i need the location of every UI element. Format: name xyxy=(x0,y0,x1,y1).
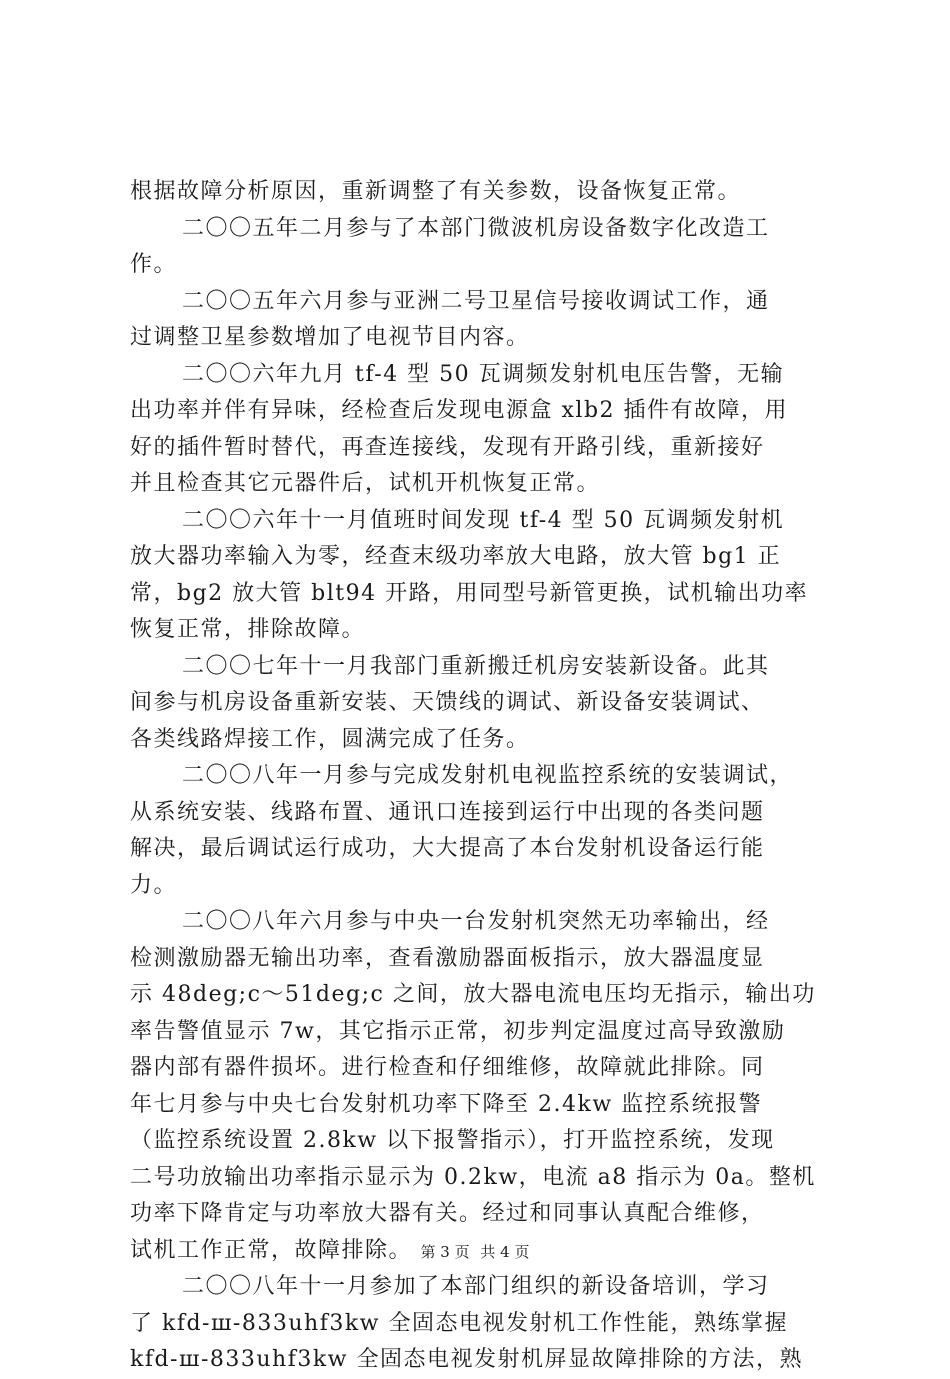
text-line: 了 kfd-ш-833uhf3kw 全固态电视发射机工作性能，熟练掌握 xyxy=(130,1310,788,1336)
text-line: 示 48deg;c～51deg;c 之间，放大器电流电压均无指示，输出功 xyxy=(130,982,816,1007)
text-line: kfd-ш-833uhf3kw 全固态电视发射机屏显故障排除的方法，熟 xyxy=(130,1347,804,1372)
text-line: 二〇〇六年九月 tf-4 型 50 瓦调频发射机电压告警，无输 xyxy=(182,361,785,387)
page-footer xyxy=(0,1241,950,1262)
text-line: 各类线路焊接工作，圆满完成了任务。 xyxy=(130,726,530,752)
text-line: 常，bg2 放大管 blt94 开路，用同型号新管更换，试机输出功率 xyxy=(130,580,809,606)
text-line: 二〇〇五年六月参与亚洲二号卫星信号接收调试工作，通 xyxy=(182,288,770,314)
text-line: 恢复正常，排除故障。 xyxy=(130,617,366,642)
text-line: 二〇〇八年十一月参加了本部门组织的新设备培训，学习 xyxy=(182,1274,770,1299)
text-line: （监控系统设置 2.8kw 以下报警指示），打开监控系统，发现 xyxy=(130,1128,775,1153)
text-line: 放大器功率输入为零，经查末级功率放大电路，放大管 bg1 正 xyxy=(130,544,782,569)
text-line: 出功率并伴有异味，经检查后发现电源盒 xlb2 插件有故障，用 xyxy=(130,398,789,423)
text-line: 作。 xyxy=(130,252,178,277)
text-line: 间参与机房设备重新安装、天馈线的调试、新设备安装调试、 xyxy=(130,690,765,715)
page-total: 共 4 页 xyxy=(480,1243,530,1261)
text-line: 二号功放输出功率指示显示为 0.2kw，电流 a8 指示为 0a。整机 xyxy=(130,1164,816,1190)
text-line: 过调整卫星参数增加了电视节目内容。 xyxy=(130,325,530,350)
text-line: 根据故障分析原因，重新调整了有关参数，设备恢复正常。 xyxy=(130,179,742,204)
text-line: 检测激励器无输出功率，查看激励器面板指示，放大器温度显 xyxy=(130,945,765,971)
document-body xyxy=(130,174,830,1379)
text-line: 二〇〇五年二月参与了本部门微波机房设备数字化改造工 xyxy=(182,215,770,241)
text-line: 从系统安装、线路布置、通讯口连接到运行中出现的各类问题 xyxy=(130,799,765,825)
text-line: 解决，最后调试运行成功，大大提高了本台发射机设备运行能 xyxy=(130,836,765,861)
text-line: 二〇〇八年一月参与完成发射机电视监控系统的安装调试， xyxy=(182,763,794,788)
text-line: 二〇〇七年十一月我部门重新搬迁机房安装新设备。此其 xyxy=(182,653,770,679)
text-line: 力。 xyxy=(130,872,178,898)
text-line: 并且检查其它元器件后，试机开机恢复正常。 xyxy=(130,471,601,496)
text-line: 器内部有器件损坏。进行检查和仔细维修，故障就此排除。同 xyxy=(130,1055,765,1080)
text-line: 年七月参与中央七台发射机功率下降至 2.4kw 监控系统报警 xyxy=(130,1091,763,1117)
text-line: 好的插件暂时替代，再查连接线，发现有开路引线，重新接好 xyxy=(130,434,765,460)
text-line: 功率下降肯定与功率放大器有关。经过和同事认真配合维修， xyxy=(130,1201,765,1226)
text-line: 二〇〇八年六月参与中央一台发射机突然无功率输出，经 xyxy=(182,909,770,934)
page-number: 第 3 页 xyxy=(420,1243,470,1261)
text-line: 二〇〇六年十一月值班时间发现 tf-4 型 50 瓦调频发射机 xyxy=(182,507,785,533)
text-line: 率告警值显示 7w，其它指示正常，初步判定温度过高导致激励 xyxy=(130,1018,786,1044)
text-line: 试机工作正常，故障排除。 xyxy=(130,1237,413,1263)
